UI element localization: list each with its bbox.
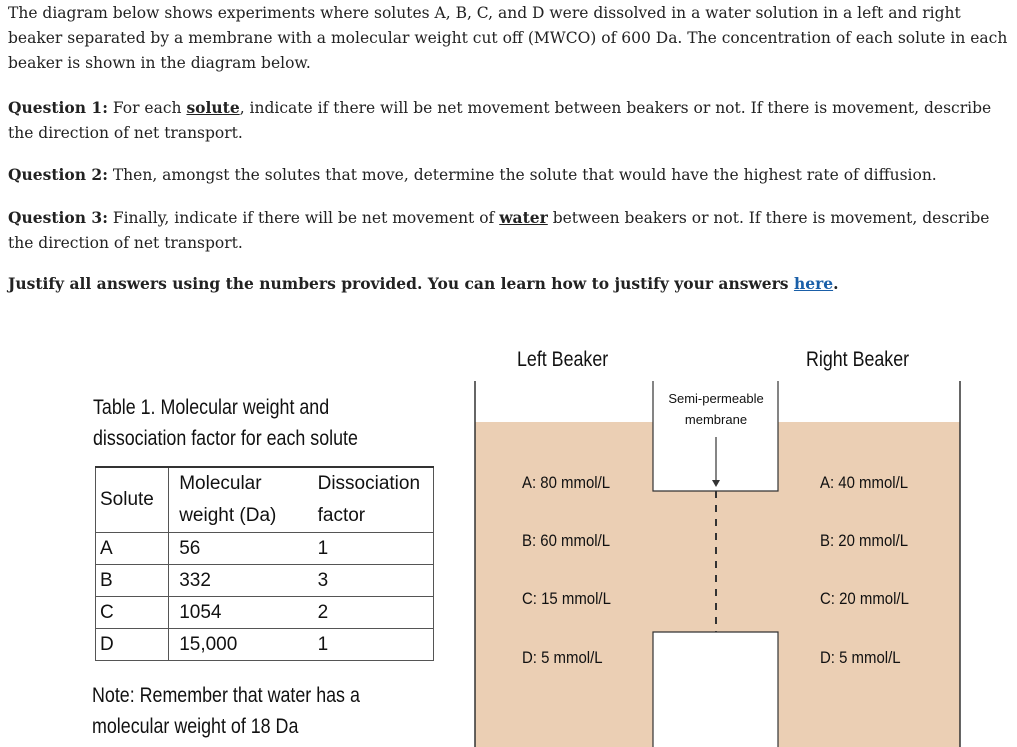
right-conc-a: A: 40 mmol/L [819, 474, 909, 493]
water-note-line-2: molecular weight of 18 Da [92, 715, 299, 738]
right-conc-c: C: 20 mmol/L [819, 590, 909, 609]
cell-solute: D [96, 629, 169, 661]
cell-df: 3 [310, 565, 434, 597]
header-df-line-2: factor [317, 505, 366, 526]
table-caption-line-1: Table 1. Molecular weight and [93, 396, 330, 419]
justify-end: . [833, 274, 839, 293]
header-mw-line-1: Molecular [179, 473, 262, 494]
left-conc-c: C: 15 mmol/L [522, 590, 611, 609]
cell-df: 1 [310, 533, 434, 565]
cell-solute: A [96, 533, 169, 565]
left-conc-d: D: 5 mmol/L [522, 649, 603, 668]
question-3-emphasis: water [499, 208, 548, 227]
cell-mw: 15,000 [169, 629, 310, 661]
header-mw-line-2: weight (Da) [179, 505, 277, 526]
question-3-before: Finally, indicate if there will be net movement of [107, 209, 500, 227]
membrane-label-line-1: Semi-permeable [668, 391, 764, 406]
right-beaker-title: Right Beaker [806, 347, 910, 372]
right-conc-d: D: 5 mmol/L [819, 649, 901, 668]
question-1-before: For each [107, 99, 187, 117]
cell-mw: 1054 [169, 597, 310, 629]
cell-solute: B [96, 565, 169, 597]
justify-help-link[interactable]: here [793, 274, 834, 293]
question-3-after: between beakers or not. If there is movement, describe the direction of net transport. [8, 209, 990, 252]
left-beaker-title: Left Beaker [517, 347, 609, 372]
question-1-emphasis: solute [186, 98, 240, 117]
question-3-label: Question 3: [8, 208, 108, 227]
table-caption-line-2: dissociation factor for each solute [93, 427, 358, 450]
cell-mw: 332 [169, 565, 310, 597]
cell-df: 1 [310, 629, 434, 661]
right-conc-b: B: 20 mmol/L [819, 532, 909, 551]
header-df-line-1: Dissociation [317, 473, 421, 494]
justify-text: Justify all answers using the numbers provided. You can learn how to justify your answers [8, 274, 794, 293]
membrane-label-line-2: membrane [684, 412, 748, 427]
left-conc-b: B: 60 mmol/L [522, 532, 611, 551]
intro-paragraph: The diagram below shows experiments where solutes A, B, C, and D were dissolved in a water solution in a left and right beaker separated by a membrane with a molecular weight cut off (MWCO) of 600 Da. The concentration of each solute in each beaker is shown in the diagram below. [8, 4, 1008, 72]
water-note-line-1: Note: Remember that water has a [92, 684, 360, 707]
cell-df: 2 [310, 597, 434, 629]
header-solute: Solute [96, 467, 169, 533]
question-1-label: Question 1: [8, 98, 108, 117]
lower-divider [653, 632, 778, 747]
left-conc-a: A: 80 mmol/L [522, 474, 611, 493]
question-1-after: , indicate if there will be net movement between beakers or not. If there is movement, describe the direction of net transport. [8, 99, 992, 142]
question-2-label: Question 2: [8, 165, 108, 184]
cell-solute: C [96, 597, 169, 629]
cell-mw: 56 [169, 533, 310, 565]
question-2-text: Then, amongst the solutes that move, determine the solute that would have the highest rate of diffusion. [107, 166, 937, 184]
